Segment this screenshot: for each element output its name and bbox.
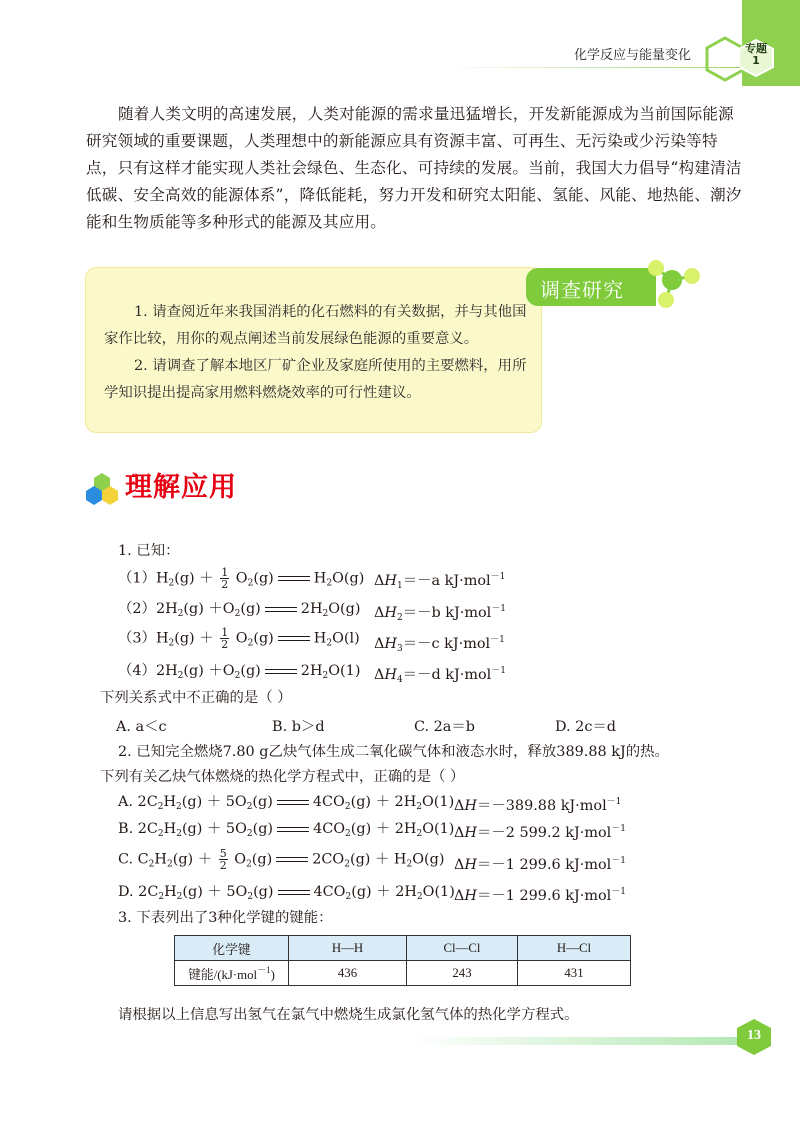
- bond-energy-table: [174, 935, 631, 986]
- q3-stem: 3. 下表列出了3种化学键的键能：: [118, 910, 333, 926]
- q2-option-d-label: D.: [118, 884, 134, 900]
- table-row-label-text: 键能/(kJ·mol: [188, 968, 258, 982]
- molecule-icon: [630, 252, 710, 312]
- research-item-2: 2. 请调查了解本地区厂矿企业及家庭所使用的主要燃料，用所学知识提出提高家用燃料燃烧效率的可行性建议。: [104, 358, 527, 401]
- chapter-badge-number: 1: [752, 54, 760, 67]
- equilibrium-sign: [265, 669, 297, 674]
- equilibrium-sign: [278, 636, 310, 641]
- fraction-one-half: $\frac{1}{2}$: [221, 566, 229, 591]
- q2-option-c-label: C.: [118, 851, 134, 868]
- fraction-five-halves: $\frac{5}{2}$: [219, 847, 227, 872]
- q2-option-b-label: B.: [118, 821, 134, 837]
- q1-equation-2: $(2)2H_2(g) +O_2(g)$ $2H_2O(g)$ $\Delta H_2=-b$ kJ·mol$^{-1}$: [118, 601, 506, 623]
- q1-equation-4: $(4)2H_2(g) +O_2(g)$ $2H_2O(1)$ $\Delta H_4=-d$ kJ·mol$^{-1}$: [118, 663, 506, 685]
- table-row-label: 键能/(kJ·mol$^{-1}$): [175, 961, 289, 986]
- q2-option-d: D. $2C_2H_2(g) + 5O_2(g) 4CO_2(g) + 2H_2O(1)$ ΔH＝－1 299.6 kJ·mol$^{-1}$: [118, 884, 626, 904]
- table-header-cell: H—H: [289, 936, 407, 961]
- research-item-1: 1. 请查阅近年来我国消耗的化石燃料的有关数据，并与其他国家作比较，用你的观点阐述当前发展绿色能源的重要意义。: [104, 304, 527, 347]
- q1-eq2-label: （2）: [118, 601, 156, 617]
- intro-paragraph-block: [86, 101, 746, 236]
- q2-stem-line2: 下列有关乙炔气体燃烧的热化学方程式中，正确的是（ ）: [100, 769, 465, 785]
- equilibrium-sign: [265, 607, 297, 612]
- q2-option-b: B. $2C_2H_2(g) + 5O_2(g) 4CO_2(g) + 2H_2O(1)$ ΔH＝－2 599.2 kJ·mol$^{-1}$: [118, 821, 626, 841]
- table-header-cell: H—Cl: [518, 936, 631, 961]
- q2-option-d-dh: －1 299.6 kJ·mol: [491, 888, 612, 904]
- q1-eq1-label: （1）: [118, 570, 156, 587]
- table-cell: 436: [289, 961, 407, 986]
- q2-option-c-dh: －1 299.6 kJ·mol: [491, 857, 612, 873]
- footer-rule: [410, 1037, 740, 1045]
- q2-option-a-dh: －389.88 kJ·mol: [491, 798, 607, 814]
- q1-eq4-label: （4）: [118, 663, 156, 679]
- q2-option-b-dh: －2 599.2 kJ·mol: [491, 825, 612, 841]
- q1-dh1: －a kJ·mol: [417, 573, 491, 589]
- q1-equation-1: $(1)H_2(g)$ ＋ $\frac{1}{2}$ $O_2(g)$ $H_2O(g)$ $\Delta H_1=-a$ kJ·mol$^{-1}$: [118, 566, 506, 591]
- section-title: 理解应用: [125, 472, 237, 503]
- q1-option-d: D. 2c＝d: [555, 719, 616, 735]
- table-row: [175, 961, 631, 986]
- q1-equation-3: $(3)H_2(g)$ ＋ $\frac{1}{2}$ $O_2(g)$ $H_2O(l)$ $\Delta H_3=-c$ kJ·mol$^{-1}$: [118, 626, 505, 654]
- page-number: 13: [747, 1028, 761, 1043]
- chapter-badge: [736, 43, 776, 67]
- q1-eq3-label: （3）: [118, 630, 156, 647]
- q1-dh3: －c kJ·mol: [417, 636, 491, 652]
- equilibrium-sign: [278, 890, 310, 895]
- table-header-cell: Cl—Cl: [407, 936, 518, 961]
- chapter-badge-label: 专题: [745, 42, 767, 55]
- q1-dh4: －d kJ·mol: [417, 667, 492, 683]
- q1-question: 下列关系式中不正确的是（ ）: [100, 690, 292, 706]
- equilibrium-sign: [277, 800, 309, 805]
- q2-option-c: C. $C_2H_2(g)$ ＋ $\frac{5}{2}$ $O_2(g) 2CO_2(g) + H_2O(g)$ ΔH＝－1 299.6 kJ·mol$^{-1}$: [118, 847, 626, 873]
- table-header-cell: 化学键: [175, 936, 289, 961]
- header-rule: [440, 67, 740, 68]
- q1-option-b: B. b＞d: [272, 719, 325, 735]
- equilibrium-sign: [278, 576, 310, 581]
- intro-paragraph: 随着人类文明的高速发展，人类对能源的需求量迅猛增长，开发新能源成为当前国际能源研究领域的重要课题，人类理想中的新能源应具有资源丰富、可再生、无污染或少污染等特点，只有这样才能实现人类社会绿色、生态化、可持续的发展。当前，我国大力倡导“构建清洁低碳、安全高效的能源体系”，降低能耗，努力开发和研究太阳能、氢能、风能、地热能、潮汐能和生物质能等多种形式的能源及其应用。: [86, 105, 742, 231]
- q1-option-a: A. a＜c: [116, 719, 167, 735]
- table-cell: 243: [407, 961, 518, 986]
- q2-stem-line1: 2. 已知完全燃烧7.80 g乙炔气体生成二氧化碳气体和液态水时，释放389.88 kJ的热。: [118, 744, 669, 760]
- table-header-row: [175, 936, 631, 961]
- chapter-title: 化学反应与能量变化: [574, 48, 692, 63]
- q1-dh2: －b kJ·mol: [417, 605, 492, 621]
- q1-option-c: C. 2a＝b: [414, 719, 475, 735]
- q1-stem: 1. 已知：: [118, 543, 180, 559]
- q3-follow-up: 请根据以上信息写出氢气在氯气中燃烧生成氯化氢气体的热化学方程式。: [118, 1007, 579, 1023]
- q2-option-a: A. $2C_2H_2(g) + 5O_2(g) 4CO_2(g) + 2H_2O(1)$ ΔH＝－389.88 kJ·mol$^{-1}$: [118, 794, 622, 814]
- cubes-icon: [84, 470, 120, 506]
- equilibrium-sign: [277, 827, 309, 832]
- fraction-one-half: $\frac{1}{2}$: [221, 626, 229, 651]
- q2-option-a-label: A.: [118, 794, 133, 810]
- research-items: [104, 299, 528, 407]
- table-cell: 431: [518, 961, 631, 986]
- equilibrium-sign: [276, 857, 308, 862]
- research-tag-label: 调查研究: [540, 278, 624, 302]
